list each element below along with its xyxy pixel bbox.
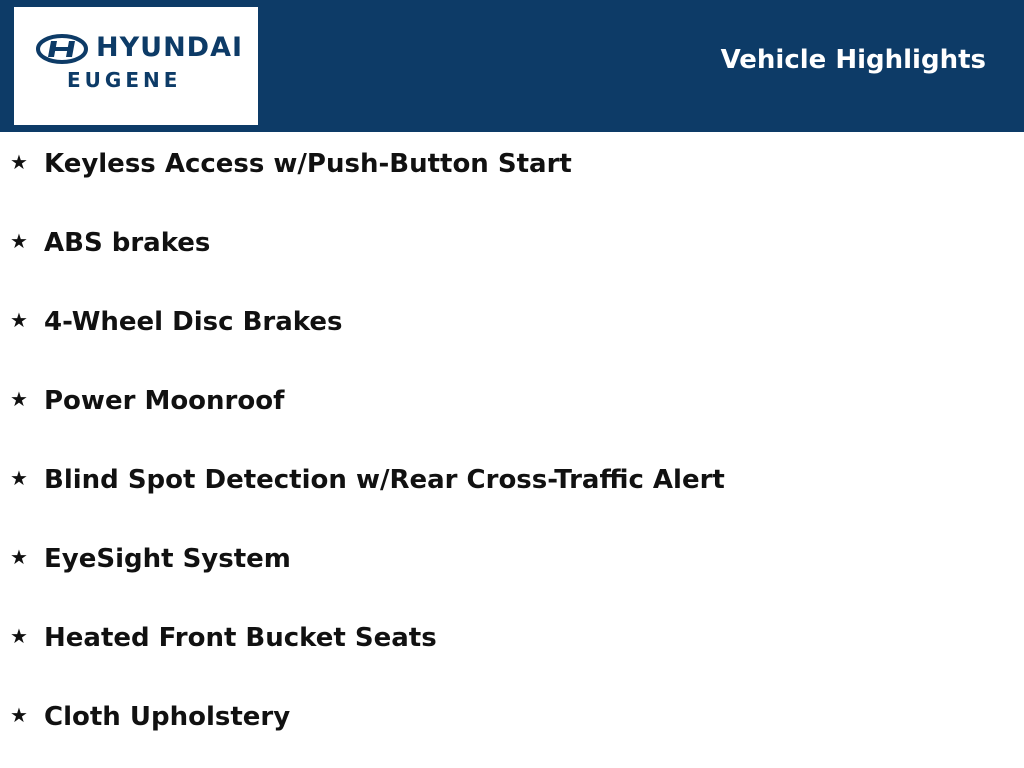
list-item bbox=[0, 606, 1024, 685]
list-item bbox=[0, 290, 1024, 369]
star-icon: ★ bbox=[10, 624, 28, 648]
star-icon: ★ bbox=[10, 545, 28, 569]
highlight-label: Heated Front Bucket Seats bbox=[44, 623, 437, 653]
logo-city-text: EUGENE bbox=[67, 68, 182, 92]
star-icon: ★ bbox=[10, 466, 28, 490]
highlights-list bbox=[0, 132, 1024, 764]
highlight-label: EyeSight System bbox=[44, 544, 291, 574]
list-item bbox=[0, 448, 1024, 527]
highlight-label: 4-Wheel Disc Brakes bbox=[44, 307, 343, 337]
list-item bbox=[0, 369, 1024, 448]
header-banner bbox=[0, 0, 1024, 132]
logo-brand-text: HYUNDAI bbox=[96, 32, 244, 63]
list-item bbox=[0, 211, 1024, 290]
star-icon: ★ bbox=[10, 703, 28, 727]
star-icon: ★ bbox=[10, 229, 28, 253]
highlight-label: Blind Spot Detection w/Rear Cross-Traffic Alert bbox=[44, 465, 725, 495]
list-item bbox=[0, 132, 1024, 211]
highlight-label: Power Moonroof bbox=[44, 386, 285, 416]
page-title: Vehicle Highlights bbox=[720, 45, 986, 75]
highlight-label: Keyless Access w/Push-Button Start bbox=[44, 149, 572, 179]
list-item bbox=[0, 527, 1024, 606]
hyundai-emblem-icon bbox=[36, 34, 88, 64]
dealer-logo bbox=[14, 7, 258, 125]
star-icon: ★ bbox=[10, 308, 28, 332]
list-item bbox=[0, 685, 1024, 764]
highlight-label: ABS brakes bbox=[44, 228, 211, 258]
star-icon: ★ bbox=[10, 387, 28, 411]
star-icon: ★ bbox=[10, 150, 28, 174]
highlight-label: Cloth Upholstery bbox=[44, 702, 291, 732]
